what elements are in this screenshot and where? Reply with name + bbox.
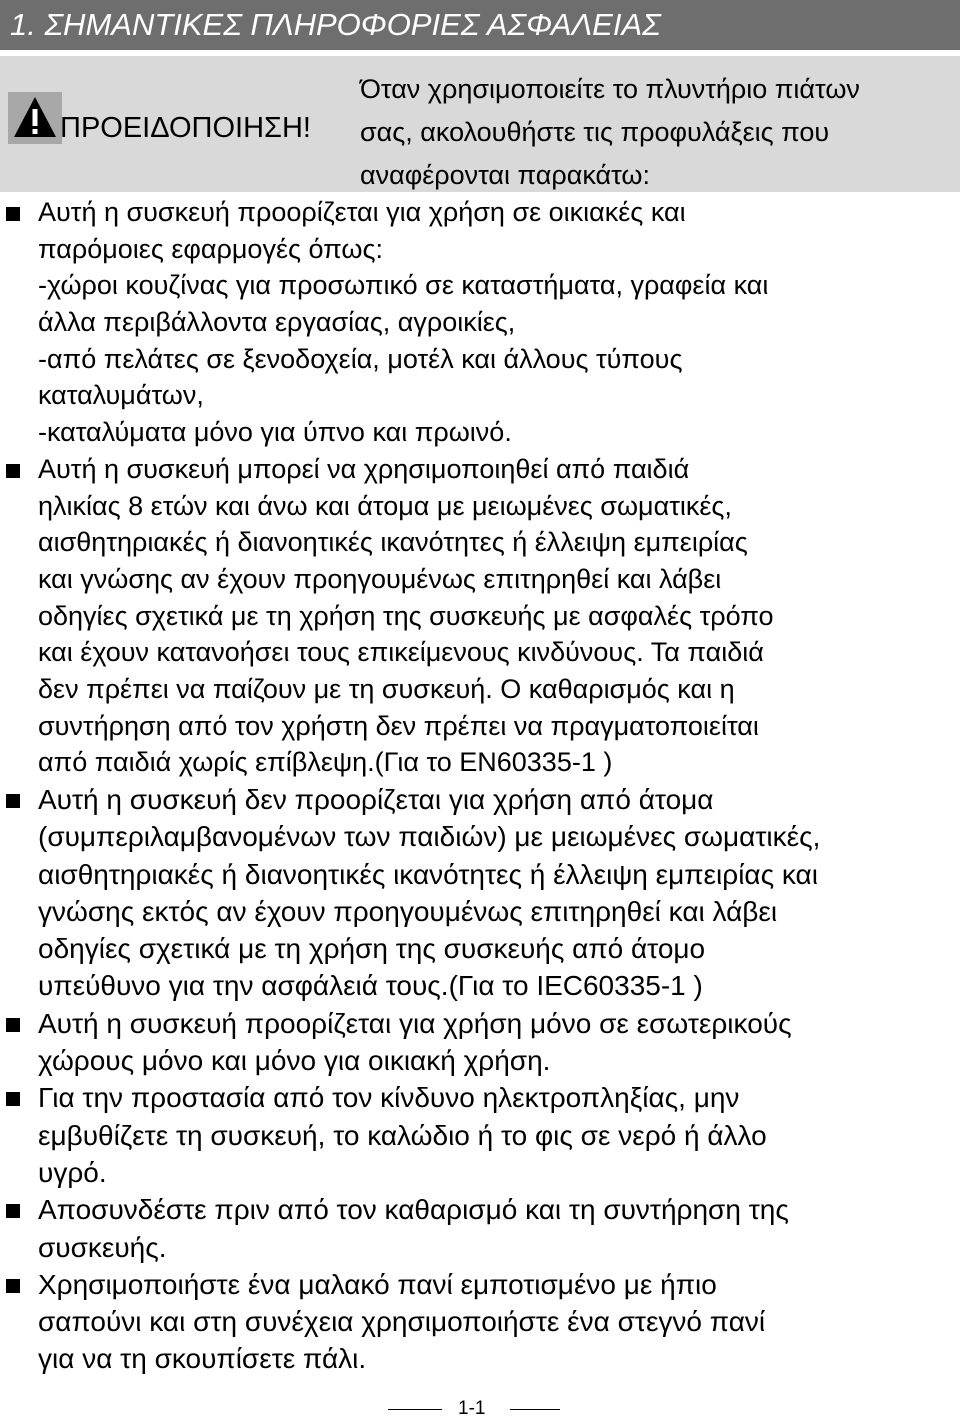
item-line: καταλυμάτων,: [38, 380, 204, 411]
item-line: -από πελάτες σε ξενοδοχεία, μοτέλ και άλλους τύπους: [38, 343, 683, 374]
warning-text-line: σας, ακολουθήστε τις προφυλάξεις που: [360, 117, 830, 147]
warning-label: ΠΡΟΕΙΔΟΠΟΙΗΣΗ!: [60, 112, 311, 144]
list-item: [0, 1191, 960, 1266]
item-line: υπεύθυνο για την ασφάλειά τους.(Για το IEC60335-1 ): [38, 970, 703, 1002]
safety-list: [0, 194, 960, 1378]
list-item: [0, 1266, 960, 1378]
item-line: εμβυθίζετε τη συσκευή, το καλώδιο ή το φις σε νερό ή άλλο: [38, 1119, 767, 1151]
warning-text-line: Όταν χρησιμοποιείτε το πλυντήριο πιάτων: [360, 74, 860, 104]
item-line: αισθητηριακές ή διανοητικές ικανότητες ή έλλειψη εμπειρίας: [38, 527, 748, 558]
list-item: [0, 1079, 960, 1191]
item-line: αισθητηριακές ή διανοητικές ικανότητες ή έλλειψη εμπειρίας και: [38, 858, 818, 890]
item-line: σαπούνι και στη συνέχεια χρησιμοποιήστε ένα στεγνό πανί: [38, 1306, 766, 1338]
item-line: και έχουν κατανοήσει τους επικείμενους κινδύνους. Τα παιδιά: [38, 637, 764, 668]
item-line: Αυτή η συσκευή δεν προορίζεται για χρήση από άτομα: [38, 784, 714, 815]
item-line: Αυτή η συσκευή μπορεί να χρησιμοποιηθεί από παιδιά: [38, 453, 690, 484]
section-title: 1. ΣΗΜΑΝΤΙΚΕΣ ΠΛΗΡΟΦΟΡΙΕΣ ΑΣΦΑΛΕΙΑΣ: [0, 0, 960, 50]
item-line: οδηγίες σχετικά με τη χρήση της συσκευής με ασφαλές τρόπο: [38, 600, 774, 631]
item-line: Χρησιμοποιήστε ένα μαλακό πανί εμποτισμένο με ήπιο: [38, 1268, 717, 1300]
square-bullet-icon: [6, 1279, 20, 1293]
list-item: [0, 1005, 960, 1080]
square-bullet-icon: [6, 1204, 20, 1218]
item-line: παρόμοιες εφαρμογές όπως:: [38, 233, 383, 264]
item-line: υγρό.: [38, 1156, 107, 1188]
item-line: χώρους μόνο και μόνο για οικιακή χρήση.: [38, 1045, 551, 1077]
item-line: ηλικίας 8 ετών και άνω και άτομα με μειωμένες σωματικές,: [38, 490, 732, 521]
item-line: από παιδιά χωρίς επίβλεψη.(Για το EN60335-1 ): [38, 747, 613, 778]
footer-rule-left: [388, 1409, 442, 1410]
square-bullet-icon: [6, 207, 20, 221]
page-footer: [0, 1396, 960, 1422]
item-line: συσκευής.: [38, 1231, 167, 1263]
square-bullet-icon: [6, 1092, 20, 1106]
warning-text-line: αναφέρονται παρακάτω:: [360, 160, 650, 190]
list-item: [0, 194, 960, 451]
item-line: άλλα περιβάλλοντα εργασίας, αγροικίες,: [38, 307, 516, 338]
item-line: Για την προστασία από τον κίνδυνο ηλεκτροπληξίας, μην: [38, 1082, 740, 1114]
page-number: 1-1: [458, 1398, 486, 1419]
list-item: [0, 451, 960, 781]
square-bullet-icon: [6, 1018, 20, 1032]
item-line: δεν πρέπει να παίζουν με τη συσκευή. Ο καθαρισμός και η: [38, 673, 735, 704]
list-item: [0, 781, 960, 1005]
item-line: Αυτή η συσκευή προορίζεται για χρήση σε οικιακές και: [38, 197, 686, 227]
warning-text: [360, 68, 960, 197]
item-line: (συμπεριλαμβανομένων των παιδιών) με μειωμένες σωματικές,: [38, 821, 821, 853]
item-line: γνώσης εκτός αν έχουν προηγουμένως επιτηρηθεί και λάβει: [38, 895, 778, 927]
square-bullet-icon: [6, 794, 20, 808]
item-line: Αποσυνδέστε πριν από τον καθαρισμό και τη συντήρηση της: [38, 1194, 789, 1226]
item-line: και γνώσης αν έχουν προηγουμένως επιτηρηθεί και λάβει: [38, 563, 722, 594]
item-line: οδηγίες σχετικά με τη χρήση της συσκευής από άτομο: [38, 933, 706, 965]
square-bullet-icon: [6, 464, 20, 478]
warning-triangle-icon: [8, 92, 62, 144]
item-line: Αυτή η συσκευή προορίζεται για χρήση μόνο σε εσωτερικούς: [38, 1007, 792, 1039]
item-line: συντήρηση από τον χρήστη δεν πρέπει να πραγματοποιείται: [38, 710, 759, 741]
item-line: -καταλύματα μόνο για ύπνο και πρωινό.: [38, 417, 512, 448]
item-line: -χώροι κουζίνας για προσωπικό σε καταστήματα, γραφεία και: [38, 270, 769, 301]
item-line: για να τη σκουπίσετε πάλι.: [38, 1343, 367, 1375]
footer-rule-right: [510, 1409, 560, 1410]
